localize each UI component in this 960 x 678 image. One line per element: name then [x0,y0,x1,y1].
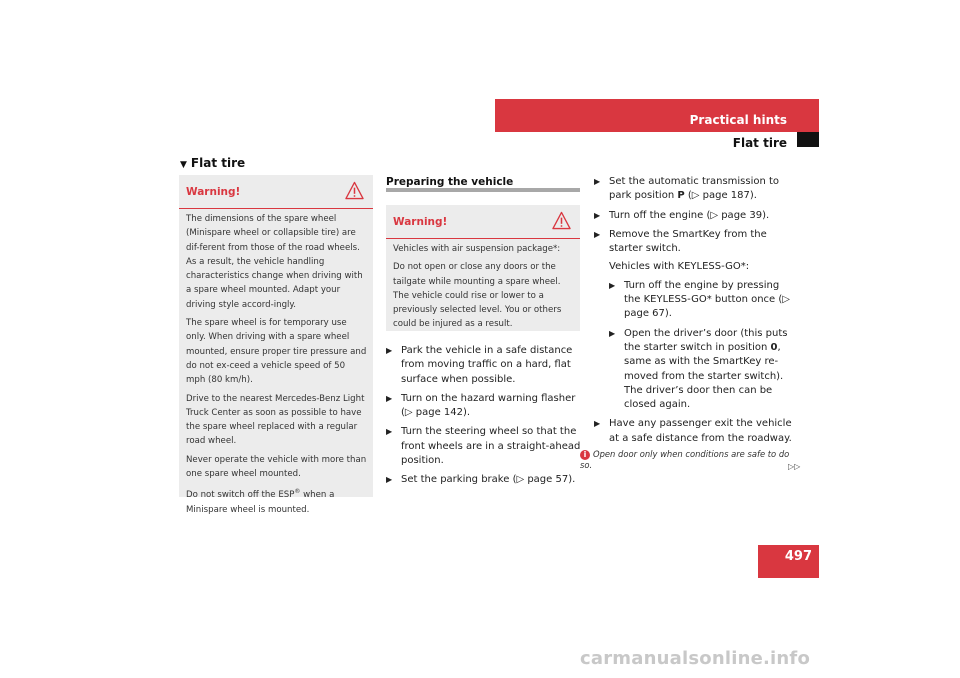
step-arrow-icon: ▶ [609,280,616,290]
note-text: Open door only when conditions are safe to do so. [580,449,790,470]
subsection-title: Preparing the vehicle [386,176,514,188]
step-text: Turn on the hazard warning flasher (▷ page 142). [401,392,576,419]
step-item [386,425,582,468]
warning-body [179,209,373,527]
warning-paragraph-esp [186,485,367,516]
step-text: Turn off the engine (▷ page 39). [609,209,770,221]
step-arrow-icon: ▶ [594,229,601,239]
switch-position: 0 [770,341,778,353]
warning-box-air-suspension [386,205,580,331]
sub-step-item [609,327,794,413]
step-text: Have any passenger exit the vehicle at a safe distance from the roadway. [609,418,792,444]
step-text: Remove the SmartKey from the starter switch. [609,228,767,255]
step-arrow-icon: ▶ [386,393,393,403]
header-subsection: Flat tire [732,136,787,150]
step-text: Park the vehicle in a safe distance from moving traffic on a hard, flat surface when possible. [401,345,573,385]
warning-header [179,175,373,209]
step-item [594,417,794,446]
warning-label: Warning! [393,216,448,228]
warning-header [386,205,580,239]
sub-steps [609,279,794,413]
esp-text-end: when a Minispare wheel is mounted. [186,490,335,515]
esp-text: Do not switch off the ESP [186,490,295,501]
step-text-end: (▷ page 187). [684,190,757,202]
step-item [386,344,582,387]
gear-position: P [677,190,685,202]
step-text-end: , same as with the SmartKey re-moved from the starter switch). The driver’s door then can be closed again. [624,341,784,411]
section-title [180,156,245,170]
sub-intro: Vehicles with KEYLESS-GO*: [609,261,750,273]
warning-triangle-icon [552,211,571,230]
step-arrow-icon: ▶ [386,427,393,437]
step-item [594,175,794,204]
step-arrow-icon: ▶ [594,419,601,429]
step-arrow-icon: ▶ [609,328,616,338]
step-item [594,228,794,413]
watermark: carmanualsonline.info [580,648,811,669]
registered-mark: ® [294,488,301,496]
section-title-text: Flat tire [190,156,246,170]
warning-body [386,239,580,342]
header-section: Practical hints [689,113,787,127]
step-text: Set the parking brake (▷ page 57). [401,474,576,486]
warning-box-spare-wheel [179,175,373,515]
warning-paragraph: Never operate the vehicle with more than one spare wheel mounted. [186,454,367,480]
step-text: Turn the steering wheel so that the front wheels are in a straight-ahead position. [401,426,581,467]
page-number: 497 [784,549,812,564]
step-text: Turn off the engine by pressing the KEYLESS-GO* button once (▷ page 67). [624,279,790,320]
preparation-steps-continued [594,175,794,451]
triangle-down-icon: ▼ [180,160,187,170]
warning-paragraph: Do not open or close any doors or the tailgate while mounting a spare wheel. The vehicle could rise or lower to a previously selected level. You or others could be injured as a result. [393,262,562,330]
continue-mark: ▷▷ [788,462,801,471]
warning-paragraph: The spare wheel is for temporary use only. When driving with a spare wheel mounted, ensure proper tire pressure and do not ex-ceed a vehicle speed of 50 mph (80 km/h). [186,318,367,386]
subsection-rule [386,188,580,192]
warning-label: Warning! [186,186,241,198]
step-item [594,209,794,223]
header-marker [797,132,819,147]
step-arrow-icon: ▶ [594,177,601,186]
step-arrow-icon: ▶ [386,475,393,485]
step-item [386,473,582,487]
info-icon: i [580,450,590,460]
sub-step-item [609,279,794,322]
step-arrow-icon: ▶ [386,346,393,355]
step-text: Open the driver’s door (this puts the starter switch in position [624,327,788,353]
preparation-steps [386,344,582,493]
warning-paragraph: The dimensions of the spare wheel (Minispare wheel or collapsible tire) are dif-ferent from those of the road wheels. As a result, the vehicle handling characteristics change when driving with a spare wheel mounted. Adapt your driving style accord-ingly. [186,214,363,310]
step-arrow-icon: ▶ [594,210,601,220]
warning-paragraph: Drive to the nearest Mercedes-Benz Light Truck Center as soon as possible to have the spare wheel replaced with a regular road wheel. [186,393,365,447]
step-item [386,392,582,421]
step-text: Set the automatic transmission to park position [609,176,780,202]
warning-paragraph: Vehicles with air suspension package*: [393,244,561,254]
info-note [580,449,790,471]
warning-triangle-icon [345,181,364,200]
